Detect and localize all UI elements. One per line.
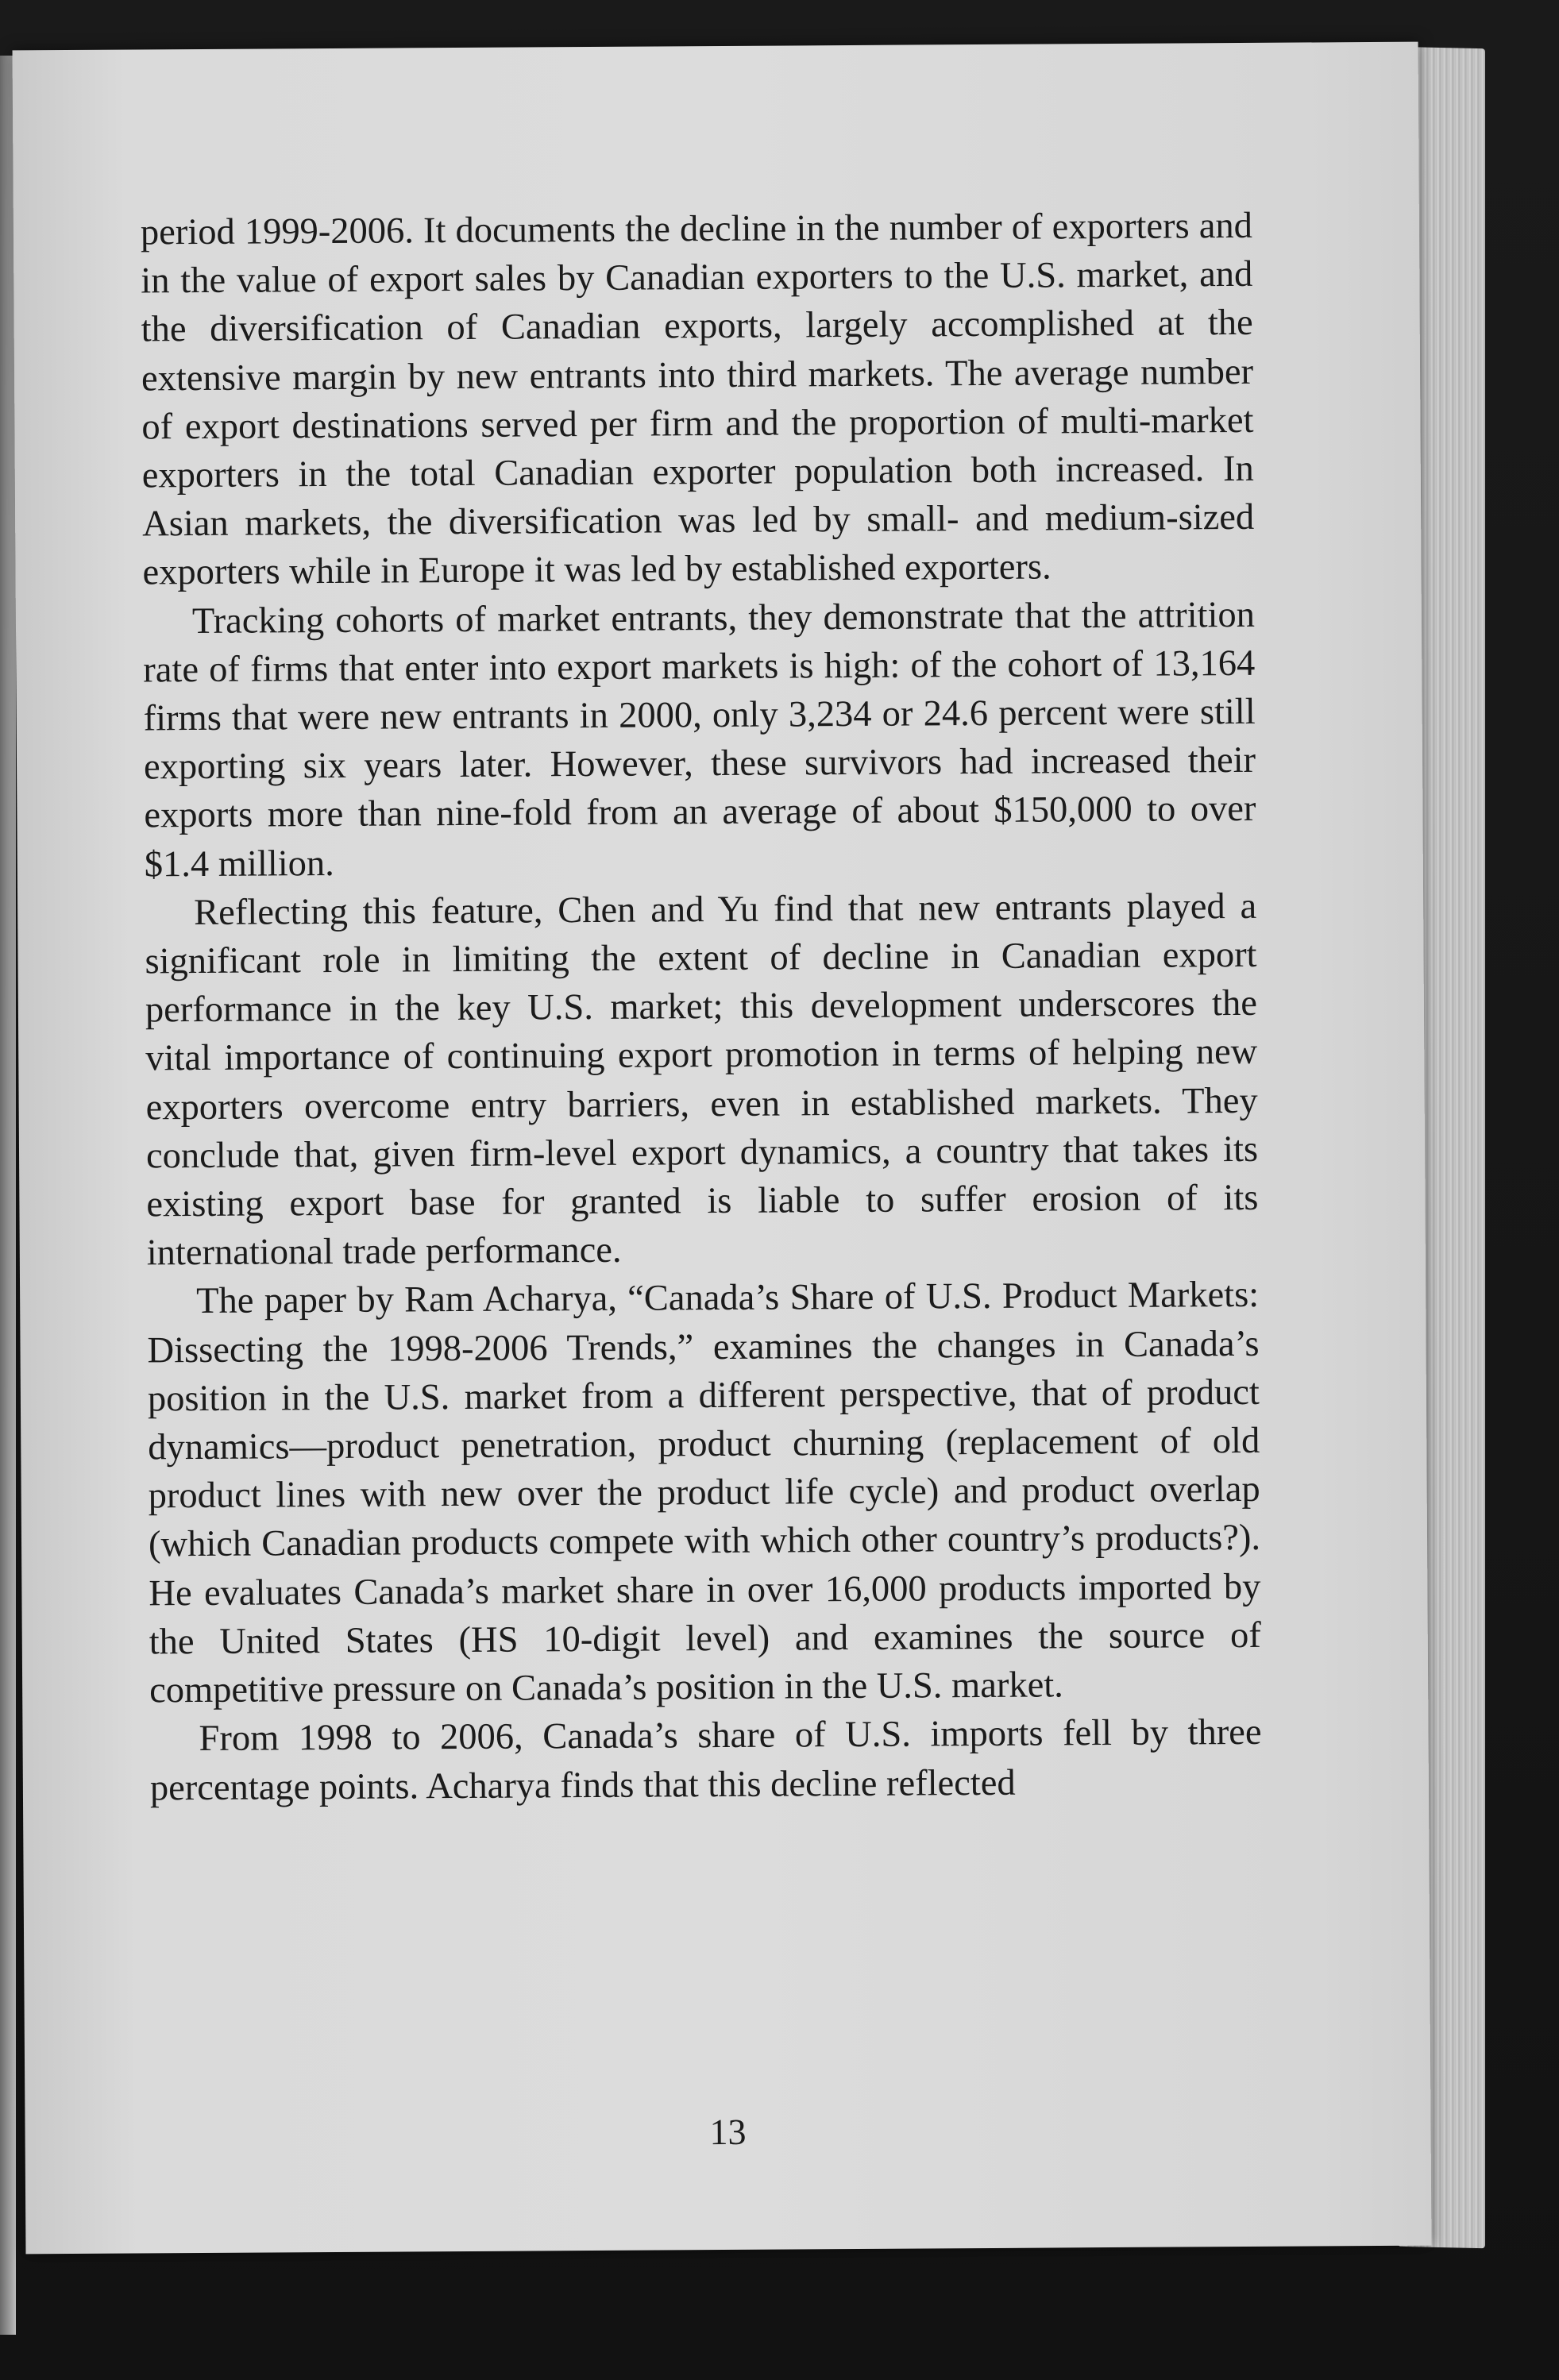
paragraph-5: From 1998 to 2006, Canada’s share of U.S. imports fell by three percentage points. Acharya finds that this decline reflected [149, 1712, 1262, 1808]
paragraph-3: Reflecting this feature, Chen and Yu find that new entrants played a significant role in limiting the extent of decline in Canadian export performance in the key U.S. market; this development underscores the vital importance of continuing export promotion in terms of helping new exporters overcome entry barriers, even in established markets. They conclude that, given firm-level export dynamics, a country that takes its existing export base for granted is liable to suffer erosion of its international trade performance. [145, 885, 1259, 1274]
book-spine-edge [0, 56, 16, 2335]
paragraph-4: The paper by Ram Acharya, “Canada’s Share of U.S. Product Markets: Dissecting the 1998-2006 Trends,” examines the changes in Canada’s position in the U.S. market from a different perspective, that of product dynamics—product penetration, product churning (replacement of old product lines with new over the product life cycle) and product overlap (which Canadian products compete with which other country’s products?). He evaluates Canada’s market share in over 16,000 products imported by the United States (HS 10-digit level) and examines the source of competitive pressure on Canada’s position in the U.S. market. [147, 1275, 1261, 1711]
paragraph-2: Tracking cohorts of market entrants, they demonstrate that the attrition rate of firms that enter into export markets is high: of the cohort of 13,164 firms that were new entrants in 2000, only 3,234 or 24.6 percent were still exporting six years later. However, these survivors had increased their exports more than nine-fold from an average of about $150,000 to over $1.4 million. [143, 594, 1256, 885]
body-text [141, 202, 1262, 1812]
page-number: 13 [709, 2111, 747, 2153]
book-page [13, 42, 1432, 2255]
paragraph-1: period 1999-2006. It documents the decline in the number of exporters and in the value of export sales by Canadian exporters to the U.S. market, and the diversification of Canadian exports, largely accomplished at the extensive margin by new entrants into third markets. The average number of export destinations served per firm and the proportion of multi-market exporters in the total Canadian exporter population both increased. In Asian markets, the diversification was led by small- and medium-sized exporters while in Europe it was led by established exporters. [140, 205, 1255, 593]
